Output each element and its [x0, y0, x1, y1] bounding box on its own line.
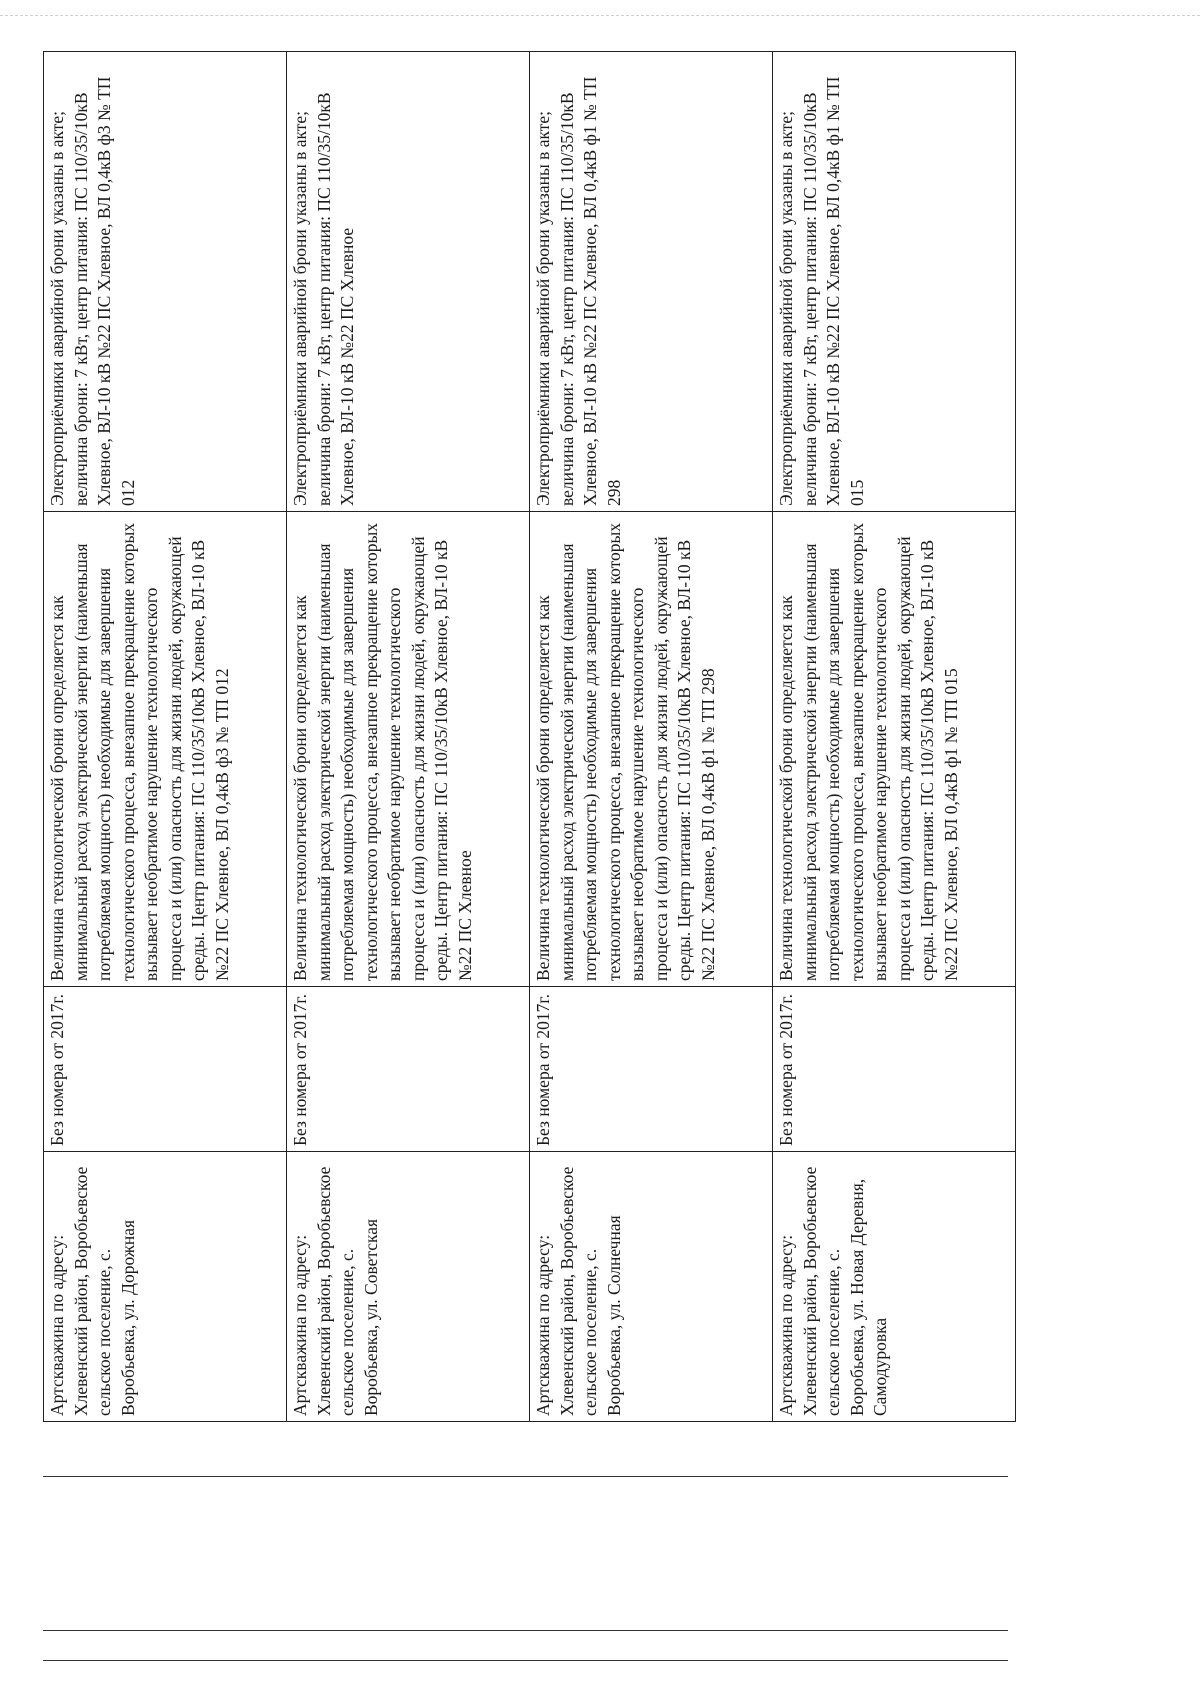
- technological-reserve-cell: [287, 512, 530, 987]
- act-number-text: Без номера от 2017г.: [533, 994, 553, 1146]
- act-number-cell: [530, 987, 773, 1152]
- object-address-cell: [287, 1152, 530, 1422]
- act-number-cell: [773, 987, 1016, 1152]
- act-number-cell: [287, 987, 530, 1152]
- emergency-reserve-cell: [773, 52, 1016, 512]
- emergency-reserve-text: Электроприёмники аварийной брони указаны в акте; величина брони: 7 кВт, центр питания: ПС 110/35/10кВ Хлевное, ВЛ-10 кВ №22 ПС Хлевное, ВЛ 0,4кВ ф1 № ТП 015: [776, 76, 867, 506]
- object-address-cell: [530, 1152, 773, 1422]
- technological-reserve-text: Величина технологической брони определяется как минимальный расход электрической энергии (наименьшая потребляемая мощность) необходимые для завершения технологического процесса, внезапное прекращение которых вызывает необратимое нарушение технологического процесса и (или) опасность для жизни людей, окружающей среды. Центр питания: ПС 110/35/10кВ Хлевное, ВЛ-10 кВ №22 ПС Хлевное, ВЛ 0,4кВ ф1 № ТП 015: [776, 522, 961, 981]
- object-address-text: Артскважина по адресу: Хлевенский район, Воробьевское сельское поселение, с. Воробьевка, ул. Дорожная: [47, 1166, 138, 1416]
- object-address-text: Артскважина по адресу: Хлевенский район, Воробьевское сельское поселение, с. Воробьевка, ул. Советская: [290, 1166, 381, 1416]
- object-address-cell: [773, 1152, 1016, 1422]
- emergency-reserve-cell: [287, 52, 530, 512]
- object-address-text: Артскважина по адресу: Хлевенский район, Воробьевское сельское поселение, с. Воробьевка, ул. Новая Деревня, Самодуровка: [776, 1166, 890, 1416]
- table-row: [44, 52, 287, 1422]
- object-address-cell: [44, 1152, 287, 1422]
- act-number-text: Без номера от 2017г.: [776, 994, 796, 1146]
- energy-reserve-table: [43, 51, 1016, 1422]
- technological-reserve-cell: [773, 512, 1016, 987]
- technological-reserve-text: Величина технологической брони определяется как минимальный расход электрической энергии (наименьшая потребляемая мощность) необходимые для завершения технологического процесса, внезапное прекращение которых вызывает необратимое нарушение технологического процесса и (или) опасность для жизни людей, окружающей среды. Центр питания: ПС 110/35/10кВ Хлевное, ВЛ-10 кВ №22 ПС Хлевное, ВЛ 0,4кВ ф3 № ТП 012: [47, 522, 232, 981]
- rotated-table-container: [43, 52, 1016, 1422]
- table-row: [287, 52, 530, 1422]
- object-address-text: Артскважина по адресу: Хлевенский район, Воробьевское сельское поселение, с. Воробьевка, ул. Солнечная: [533, 1166, 624, 1416]
- scan-edge-line: [0, 15, 1200, 16]
- act-number-text: Без номера от 2017г.: [290, 994, 310, 1146]
- blank-rule-line: [43, 1630, 1008, 1631]
- table-row: [530, 52, 773, 1422]
- emergency-reserve-text: Электроприёмники аварийной брони указаны в акте; величина брони: 7 кВт, центр питания: ПС 110/35/10кВ Хлевное, ВЛ-10 кВ №22 ПС Хлевное, ВЛ 0,4кВ ф3 № ТП 012: [47, 76, 138, 506]
- technological-reserve-cell: [44, 512, 287, 987]
- act-number-text: Без номера от 2017г.: [47, 994, 67, 1146]
- technological-reserve-text: Величина технологической брони определяется как минимальный расход электрической энергии (наименьшая потребляемая мощность) необходимые для завершения технологического процесса, внезапное прекращение которых вызывает необратимое нарушение технологического процесса и (или) опасность для жизни людей, окружающей среды. Центр питания: ПС 110/35/10кВ Хлевное, ВЛ-10 кВ №22 ПС Хлевное, ВЛ 0,4кВ ф1 № ТП 298: [533, 522, 718, 981]
- act-number-cell: [44, 987, 287, 1152]
- technological-reserve-text: Величина технологической брони определяется как минимальный расход электрической энергии (наименьшая потребляемая мощность) необходимые для завершения технологического процесса, внезапное прекращение которых вызывает необратимое нарушение технологического процесса и (или) опасность для жизни людей, окружающей среды. Центр питания: ПС 110/35/10кВ Хлевное, ВЛ-10 кВ №22 ПС Хлевное: [290, 522, 475, 981]
- emergency-reserve-text: Электроприёмники аварийной брони указаны в акте; величина брони: 7 кВт, центр питания: ПС 110/35/10кВ Хлевное, ВЛ-10 кВ №22 ПС Хлевное, ВЛ 0,4кВ ф1 № ТП 298: [533, 76, 624, 506]
- blank-rule-line: [43, 1476, 1008, 1477]
- table-row: [773, 52, 1016, 1422]
- technological-reserve-cell: [530, 512, 773, 987]
- emergency-reserve-cell: [44, 52, 287, 512]
- blank-rule-line: [43, 1660, 1008, 1661]
- emergency-reserve-cell: [530, 52, 773, 512]
- emergency-reserve-text: Электроприёмники аварийной брони указаны в акте; величина брони: 7 кВт, центр питания: ПС 110/35/10кВ Хлевное, ВЛ-10 кВ №22 ПС Хлевное: [290, 92, 357, 506]
